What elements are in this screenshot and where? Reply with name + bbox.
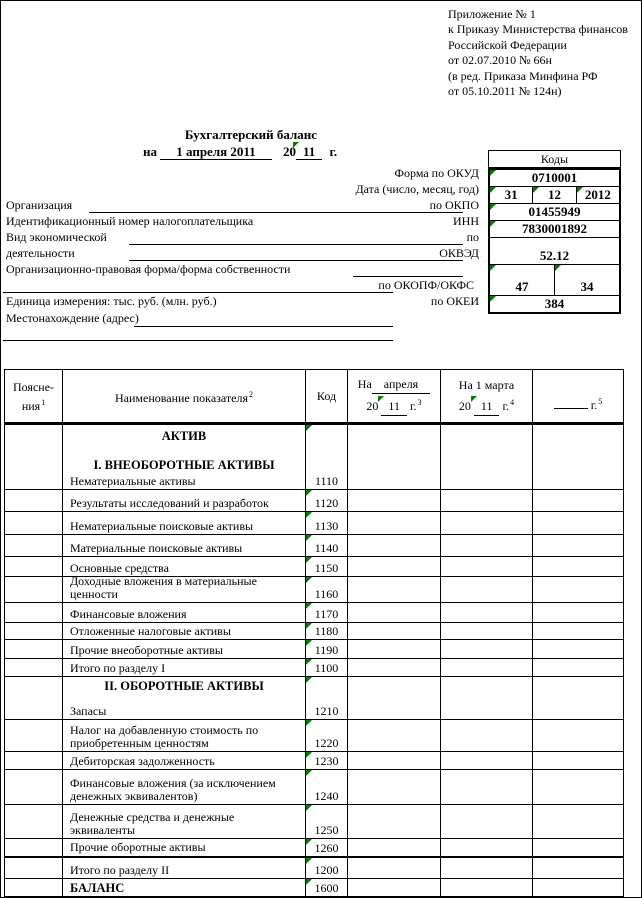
row-label: Запасы <box>70 703 107 718</box>
table-header-row <box>5 370 624 424</box>
appendix-line: (в ред. Приказа Минфина РФ <box>448 68 598 83</box>
green-marker-icon <box>306 805 312 811</box>
row-label: Денежные средства и денежные эквиваленты <box>70 810 235 837</box>
value-cell[interactable] <box>533 623 624 640</box>
row-label: Финансовые вложения (за исключением денежных эквивалентов) <box>70 776 276 803</box>
value-cell[interactable] <box>441 623 533 640</box>
table-row <box>5 640 624 659</box>
green-marker-icon <box>306 535 312 541</box>
indicator-name-cell <box>63 752 306 770</box>
value-cell[interactable] <box>441 512 533 535</box>
period2-year-field[interactable]: 11 <box>474 398 500 416</box>
value-cell[interactable] <box>348 512 441 535</box>
row-label: Налог на добавленную стоимость по приобретенным ценностям <box>70 723 259 750</box>
indicator-name-cell <box>63 574 306 603</box>
row-code: 1140 <box>314 541 339 555</box>
explanations-cell[interactable] <box>5 770 63 805</box>
table-row <box>5 805 624 839</box>
table-row <box>5 857 624 879</box>
indicator-name-cell <box>63 659 306 677</box>
code-cell <box>306 490 348 512</box>
value-cell[interactable] <box>348 603 441 623</box>
value-cell[interactable] <box>441 770 533 805</box>
value-cell[interactable] <box>348 535 441 557</box>
okved-label: ОКВЭД <box>439 246 479 260</box>
value-cell[interactable] <box>533 512 624 535</box>
table-row <box>5 677 624 720</box>
row-code: 1250 <box>314 823 339 837</box>
period3-year-field[interactable] <box>554 395 588 409</box>
row-code: 1110 <box>314 474 339 488</box>
row-code: 1210 <box>314 704 339 718</box>
green-marker-icon <box>306 752 312 758</box>
row-code: 1130 <box>314 519 339 533</box>
green-marker-icon <box>306 640 312 646</box>
code-cell <box>306 752 348 770</box>
value-cell[interactable] <box>348 839 441 857</box>
green-marker-icon <box>306 490 312 496</box>
value-cell[interactable] <box>533 805 624 839</box>
green-marker-icon <box>306 839 312 845</box>
explanations-cell[interactable] <box>5 577 63 603</box>
green-marker-icon <box>306 623 312 629</box>
value-cell[interactable] <box>348 623 441 640</box>
green-marker-icon <box>490 296 496 302</box>
value-cell[interactable] <box>533 659 624 677</box>
value-cell[interactable] <box>441 557 533 577</box>
explanations-cell[interactable] <box>5 677 63 720</box>
appendix-block <box>448 7 628 99</box>
green-marker-icon <box>306 425 312 431</box>
table-row <box>5 623 624 640</box>
green-marker-icon <box>306 858 312 864</box>
col-name-header: Наименование показателя$^2$ <box>63 370 306 424</box>
row-label: БАЛАНС <box>70 880 125 895</box>
code-cell <box>306 512 348 535</box>
value-cell[interactable] <box>533 557 624 577</box>
indicator-name-cell <box>63 677 306 720</box>
value-cell[interactable] <box>533 770 624 805</box>
okpo-value-cell: 01455949 <box>490 203 619 220</box>
green-marker-icon <box>306 557 312 563</box>
indicator-name-cell <box>63 640 306 659</box>
row-label: Финансовые вложения <box>70 606 187 621</box>
po-label: по <box>466 230 479 244</box>
code-cell <box>306 424 348 490</box>
table-row <box>5 659 624 677</box>
balance-table <box>4 369 624 898</box>
value-cell[interactable] <box>533 720 624 752</box>
date-value-row <box>490 186 619 203</box>
okopf-okfs-row <box>490 264 619 295</box>
appendix-line: от 02.07.2010 № 66н <box>448 53 552 68</box>
code-cell <box>306 720 348 752</box>
okopf-label: по ОКОПФ/ОКФС <box>378 278 474 292</box>
explanations-cell[interactable] <box>5 857 63 879</box>
code-cell <box>306 770 348 805</box>
green-marker-icon <box>490 170 496 176</box>
report-date-field[interactable]: 1 апреля 2011 <box>160 144 271 160</box>
period1-year-field[interactable]: 11 <box>381 398 407 416</box>
okpo-label: по ОКПО <box>429 198 479 212</box>
indicator-name-cell <box>63 535 306 557</box>
appendix-line: Российской Федерации <box>448 37 567 52</box>
address-field-line2[interactable] <box>3 326 393 341</box>
row-code: 1190 <box>314 643 339 657</box>
section-heading: II. ОБОРОТНЫЕ АКТИВЫ <box>104 679 264 693</box>
codes-header: Коды <box>488 150 621 168</box>
explanations-cell[interactable] <box>5 839 63 857</box>
inn-left-label: Идентификационный номер налогоплательщика <box>6 214 254 228</box>
explanations-cell[interactable] <box>5 557 63 577</box>
okud-value-cell <box>490 170 619 186</box>
explanations-cell[interactable] <box>5 720 63 752</box>
green-marker-icon <box>293 142 299 148</box>
row-code: 1170 <box>314 607 339 621</box>
row-code: 1600 <box>314 881 339 895</box>
row-code: 1220 <box>314 736 339 750</box>
legal-form-field[interactable] <box>353 262 463 277</box>
okei-label: по ОКЕИ <box>430 294 479 308</box>
address-label: Местонахождение (адрес) <box>6 311 139 325</box>
value-cell[interactable] <box>441 577 533 603</box>
date-year-cell: 2012 <box>576 187 619 203</box>
code-cell <box>306 677 348 720</box>
value-cell[interactable] <box>533 424 624 490</box>
row-code: 1230 <box>314 754 339 768</box>
section-heading: АКТИВ <box>161 429 207 443</box>
table-row <box>5 839 624 857</box>
code-cell <box>306 805 348 839</box>
value-cell[interactable] <box>348 752 441 770</box>
okopf-value-cell: 47 <box>490 265 554 295</box>
unit-label: Единица измерения: тыс. руб. (млн. руб.) <box>6 294 217 308</box>
value-cell[interactable] <box>533 490 624 512</box>
row-code: 1100 <box>314 661 339 675</box>
value-cell[interactable] <box>533 752 624 770</box>
explanations-cell[interactable] <box>5 490 63 512</box>
value-cell[interactable] <box>348 490 441 512</box>
date-prefix: на <box>143 144 157 159</box>
value-cell[interactable] <box>441 720 533 752</box>
appendix-line: к Приказу Министерства финансов <box>448 22 628 37</box>
explanations-cell[interactable] <box>5 805 63 839</box>
table-row <box>5 424 624 490</box>
green-marker-icon <box>490 221 496 227</box>
row-label: Результаты исследований и разработок <box>70 495 269 510</box>
green-marker-icon <box>577 187 583 193</box>
explanations-cell[interactable] <box>5 512 63 535</box>
explanations-cell[interactable] <box>5 623 63 640</box>
green-marker-icon <box>306 512 312 518</box>
value-cell[interactable] <box>348 805 441 839</box>
green-marker-icon <box>306 603 312 609</box>
green-marker-icon <box>490 265 496 271</box>
value-cell[interactable] <box>441 677 533 720</box>
value-cell[interactable] <box>441 839 533 857</box>
value-cell[interactable] <box>348 640 441 659</box>
row-label: Прочие внеоборотные активы <box>70 642 223 657</box>
section-heading: I. ВНЕОБОРОТНЫЕ АКТИВЫ <box>93 458 275 472</box>
legal-form-label: Организационно-правовая форма/форма собственности <box>6 262 291 276</box>
green-marker-icon <box>471 396 477 402</box>
green-marker-icon <box>306 720 312 726</box>
row-label: Прочие оборотные активы <box>70 840 206 854</box>
row-label: Отложенные налоговые активы <box>70 623 231 638</box>
report-year-field[interactable]: 11 <box>296 144 322 160</box>
appendix-line: Приложение № 1 <box>448 7 536 21</box>
row-code: 1240 <box>314 789 339 803</box>
row-label: Итого по разделу I <box>70 660 166 675</box>
col-period2-header: На 1 марта 20 11 г.$^4$ <box>441 370 533 424</box>
explanations-cell[interactable] <box>5 535 63 557</box>
code-cell <box>306 879 348 898</box>
col-explanations-header: Поясне- ния$^1$ <box>5 370 63 424</box>
table-row <box>5 490 624 512</box>
value-cell[interactable] <box>441 490 533 512</box>
green-marker-icon <box>306 879 312 885</box>
table-row <box>5 720 624 752</box>
address-field[interactable] <box>134 311 393 327</box>
code-cell <box>306 839 348 857</box>
value-cell[interactable] <box>533 603 624 623</box>
value-cell[interactable] <box>348 557 441 577</box>
value-cell[interactable] <box>348 424 441 490</box>
value-cell[interactable] <box>441 752 533 770</box>
okfs-value-cell: 34 <box>554 265 619 295</box>
date-month-cell: 12 <box>532 187 575 203</box>
green-marker-icon <box>378 396 384 402</box>
row-code: 1180 <box>314 624 339 638</box>
indicator-name-cell <box>63 857 306 879</box>
row-code: 1260 <box>314 840 339 855</box>
code-cell <box>306 557 348 577</box>
code-cell <box>306 623 348 640</box>
value-cell[interactable] <box>348 879 441 898</box>
indicator-name-cell <box>63 623 306 640</box>
code-cell <box>306 659 348 677</box>
explanations-cell[interactable] <box>5 603 63 623</box>
value-cell[interactable] <box>348 577 441 603</box>
row-code: 1160 <box>314 587 339 601</box>
appendix-line: от 05.10.2011 № 124н) <box>448 84 562 99</box>
green-marker-icon <box>306 770 312 776</box>
indicator-name-cell <box>63 490 306 512</box>
value-cell[interactable] <box>441 424 533 490</box>
okved-value-cell: 52.12 <box>490 237 619 264</box>
econ-label: Вид экономической <box>6 230 107 244</box>
row-label: Нематериальные активы <box>70 473 196 488</box>
explanations-cell[interactable] <box>5 879 63 898</box>
indicator-name-cell <box>63 603 306 623</box>
indicator-name-cell <box>63 720 306 752</box>
code-cell <box>306 577 348 603</box>
table-row <box>5 770 624 805</box>
value-cell[interactable] <box>441 857 533 879</box>
green-marker-icon <box>490 204 496 210</box>
explanations-cell[interactable] <box>5 659 63 677</box>
explanations-cell[interactable] <box>5 752 63 770</box>
indicator-name-cell <box>63 805 306 839</box>
row-label: Доходные вложения в материальные ценности <box>70 574 257 601</box>
year-prefix: 20 <box>282 144 296 159</box>
green-marker-icon <box>306 577 312 583</box>
table-row <box>5 577 624 603</box>
indicator-name-cell <box>63 879 306 898</box>
indicator-name-cell <box>63 424 306 490</box>
table-row <box>5 603 624 623</box>
year-suffix: г. <box>329 144 338 159</box>
green-marker-icon <box>306 659 312 665</box>
value-cell[interactable] <box>348 659 441 677</box>
table-row <box>5 512 624 535</box>
table-row <box>5 752 624 770</box>
row-code: 1120 <box>314 496 339 510</box>
inn-right-label: ИНН <box>453 214 479 228</box>
value-cell[interactable] <box>533 577 624 603</box>
row-label: Основные средства <box>70 560 169 575</box>
activity-label: деятельности <box>6 246 75 260</box>
value-cell[interactable] <box>441 659 533 677</box>
row-label: Итого по разделу II <box>70 862 170 877</box>
value-cell[interactable] <box>533 535 624 557</box>
date-label: Дата (число, месяц, год) <box>355 182 479 196</box>
inn-value-cell: 7830001892 <box>490 220 619 237</box>
value-cell[interactable] <box>348 677 441 720</box>
value-cell[interactable] <box>348 720 441 752</box>
report-date-line <box>143 144 337 160</box>
value-cell[interactable] <box>441 603 533 623</box>
value-cell[interactable] <box>533 640 624 659</box>
value-cell[interactable] <box>348 857 441 879</box>
table-row <box>5 879 624 898</box>
value-cell[interactable] <box>441 535 533 557</box>
code-cell <box>306 535 348 557</box>
value-cell[interactable] <box>533 879 624 898</box>
green-marker-icon <box>306 677 312 683</box>
row-code: 1150 <box>314 561 339 575</box>
organization-label: Организация <box>6 198 73 212</box>
value-cell[interactable] <box>441 879 533 898</box>
col-period1-header: На апреля 20 11 г.$^3$ <box>348 370 441 424</box>
col-code-header: Код <box>306 370 348 424</box>
page-title: Бухгалтерский баланс <box>184 127 318 142</box>
code-cell <box>306 603 348 623</box>
row-label: Материальные поисковые активы <box>70 540 243 555</box>
col-period3-header: г.$^5$ <box>533 370 624 424</box>
green-marker-icon <box>555 265 561 271</box>
code-cell <box>306 857 348 879</box>
codes-box <box>488 150 621 314</box>
value-cell[interactable] <box>441 640 533 659</box>
okud-value: 0710001 <box>531 170 578 185</box>
okei-value-cell: 384 <box>490 295 619 312</box>
explanations-cell[interactable] <box>5 640 63 659</box>
explanations-cell[interactable] <box>5 424 63 490</box>
indicator-name-cell <box>63 839 306 857</box>
code-cell <box>306 640 348 659</box>
green-marker-icon <box>533 187 539 193</box>
indicator-name-cell <box>63 770 306 805</box>
value-cell[interactable] <box>533 677 624 720</box>
row-label: Нематериальные поисковые активы <box>70 518 254 533</box>
value-cell[interactable] <box>441 805 533 839</box>
value-cell[interactable] <box>533 857 624 879</box>
row-code: 1200 <box>314 863 339 877</box>
date-day-cell: 31 <box>490 187 532 203</box>
row-label: Дебиторская задолженность <box>70 753 215 768</box>
value-cell[interactable] <box>533 839 624 857</box>
value-cell[interactable] <box>348 770 441 805</box>
form-okud-label: Форма по ОКУД <box>394 166 479 180</box>
indicator-name-cell <box>63 512 306 535</box>
green-marker-icon <box>490 187 496 193</box>
table-row <box>5 535 624 557</box>
